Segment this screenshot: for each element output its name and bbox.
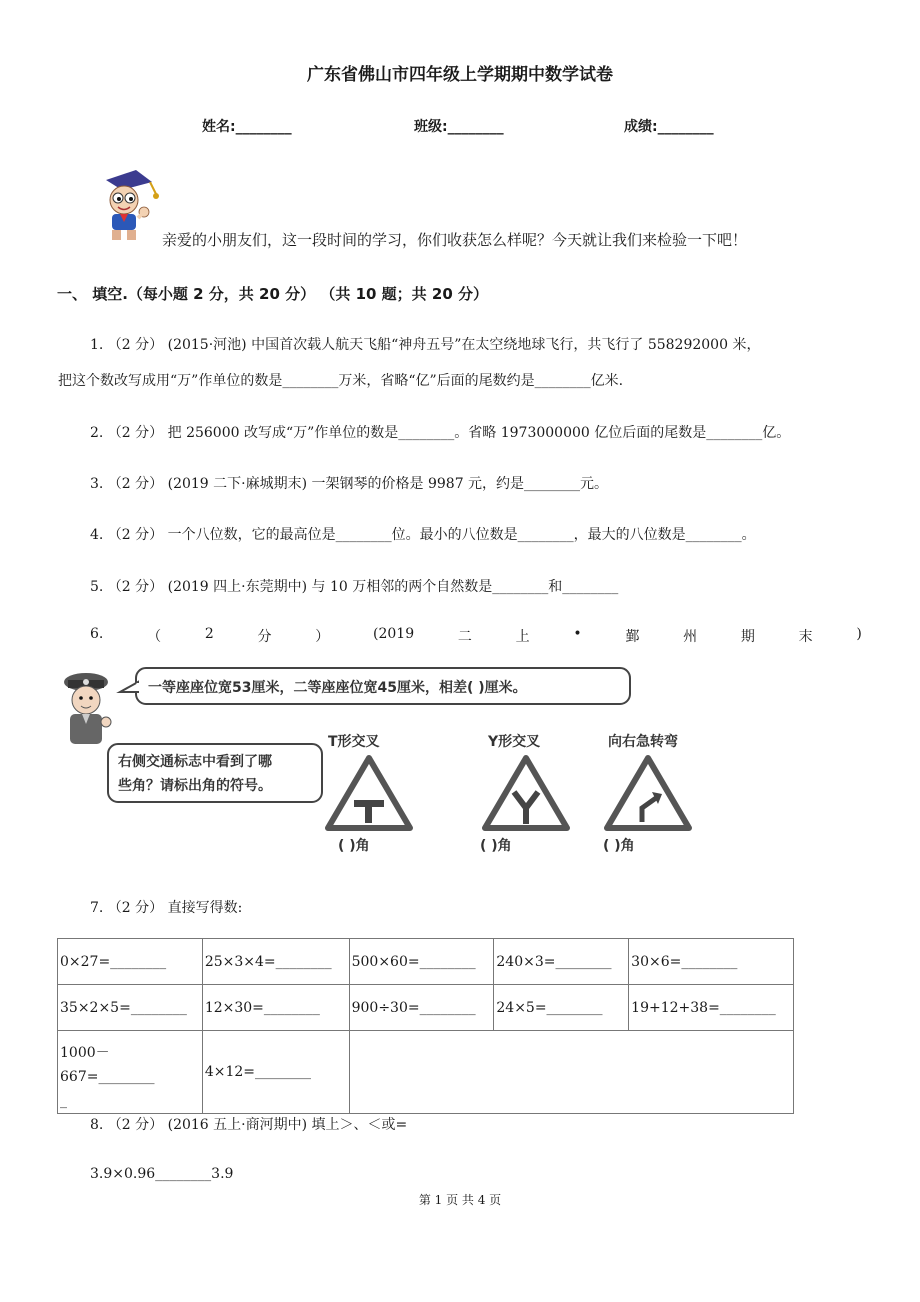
- t-junction-icon: [354, 800, 384, 823]
- bubble-1-text: 一等座座位宽53厘米，二等座座位宽45厘米，相差( )厘米。: [148, 680, 527, 696]
- question-8: 8. （2 分） (2016 五上·商河期中) 填上＞、＜或=: [90, 1117, 408, 1133]
- greeting-text: 亲爱的小朋友们，这一段时间的学习，你们收获怎么样呢？今天就让我们来检验一下吧！: [162, 231, 748, 249]
- table-cell: 35×2×5=________: [58, 985, 203, 1031]
- page-number: 第 1 页 共 4 页: [418, 1193, 502, 1207]
- mascot-illustration: [92, 166, 164, 244]
- table-cell: 500×60=________: [349, 939, 494, 985]
- q6-token: 期: [740, 629, 755, 645]
- cell-text: 1000－667=________: [60, 1045, 155, 1085]
- question-2: 2. （2 分） 把 256000 改写成“万”作单位的数是________。省略 1973000000 亿位后面的尾数是________亿。: [90, 425, 791, 441]
- question-3: 3. （2 分） (2019 二下·麻城期末) 一架钢琴的价格是 9987 元，约是________元。: [90, 476, 609, 492]
- sign-1-label: T形交叉: [328, 734, 380, 750]
- sign-2-label: Y形交叉: [488, 734, 541, 750]
- page-title: 广东省佛山市四年级上学期期中数学试卷: [307, 65, 613, 85]
- table-cell: 24×5=________: [494, 985, 629, 1031]
- q6-token: （: [147, 629, 162, 645]
- table-cell: 19+12+38=________: [629, 985, 794, 1031]
- sign-3-label: 向右急转弯: [608, 734, 678, 750]
- question-5: 5. （2 分） (2019 四上·东莞期中) 与 10 万相邻的两个自然数是________和________: [90, 579, 619, 595]
- score-field: 成绩:________: [624, 119, 714, 135]
- q6-token: 州: [683, 629, 698, 645]
- q6-token: 6.: [90, 626, 104, 642]
- sign-2-blank: ( )角: [480, 838, 512, 854]
- q6-token: 2: [204, 626, 214, 642]
- sign-3-blank: ( )角: [603, 838, 635, 854]
- q6-token: 末: [798, 629, 813, 645]
- table-row: [58, 939, 794, 985]
- bubble-2-line-1: 右侧交通标志中看到了哪: [118, 754, 272, 770]
- police-officer-illustration: [64, 673, 111, 744]
- table-cell-empty: [349, 1031, 793, 1114]
- warning-triangle-icon: [607, 758, 689, 828]
- table-row: [58, 985, 794, 1031]
- table-row: [58, 1031, 794, 1114]
- table-cell: [58, 1031, 203, 1114]
- question-1-line-2: 把这个数改写成用“万”作单位的数是________万米，省略“亿”后面的尾数约是________亿米.: [58, 373, 624, 389]
- question-7: 7. （2 分） 直接写得数:: [90, 900, 243, 916]
- q6-token: ): [856, 626, 862, 642]
- table-cell: 30×6=________: [629, 939, 794, 985]
- cell-wrap-text: _: [60, 1093, 67, 1109]
- table-cell: 0×27=________: [58, 939, 203, 985]
- table-cell: 4×12=________: [202, 1031, 349, 1114]
- sharp-turn-arrow-icon: [642, 798, 656, 822]
- bubble-2-line-2: 些角？请标出角的符号。: [118, 778, 272, 794]
- q6-token: 鄞: [625, 629, 640, 645]
- table-cell: 25×3×4=________: [202, 939, 349, 985]
- y-junction-icon: [514, 792, 538, 808]
- question-4: 4. （2 分） 一个八位数，它的最高位是________位。最小的八位数是________，最大的八位数是________。: [90, 527, 756, 543]
- q6-token: 上: [515, 629, 530, 645]
- class-field: 班级:________: [414, 119, 504, 135]
- name-field: 姓名:________: [202, 119, 292, 135]
- q6-token: ）: [315, 629, 330, 645]
- question-6-figure: [56, 660, 696, 860]
- q6-token: (2019: [373, 626, 415, 642]
- question-8-expression: 3.9×0.96________3.9: [90, 1166, 234, 1182]
- table-cell: 240×3=________: [494, 939, 629, 985]
- question-6-header: [90, 626, 862, 646]
- mental-math-table: [57, 938, 794, 1114]
- section-header: 一、 填空.（每小题 2 分，共 20 分） （共 10 题；共 20 分）: [57, 285, 488, 303]
- q6-token: 二: [457, 629, 472, 645]
- q6-token: 分: [257, 629, 272, 645]
- sign-1-blank: ( )角: [338, 838, 370, 854]
- question-1-line-1: 1. （2 分） (2015·河池) 中国首次载人航天飞船“神舟五号”在太空绕地球飞行，共飞行了 558292000 米，: [90, 337, 761, 353]
- table-cell: 12×30=________: [202, 985, 349, 1031]
- table-cell: 900÷30=________: [349, 985, 494, 1031]
- q6-token: •: [573, 626, 582, 642]
